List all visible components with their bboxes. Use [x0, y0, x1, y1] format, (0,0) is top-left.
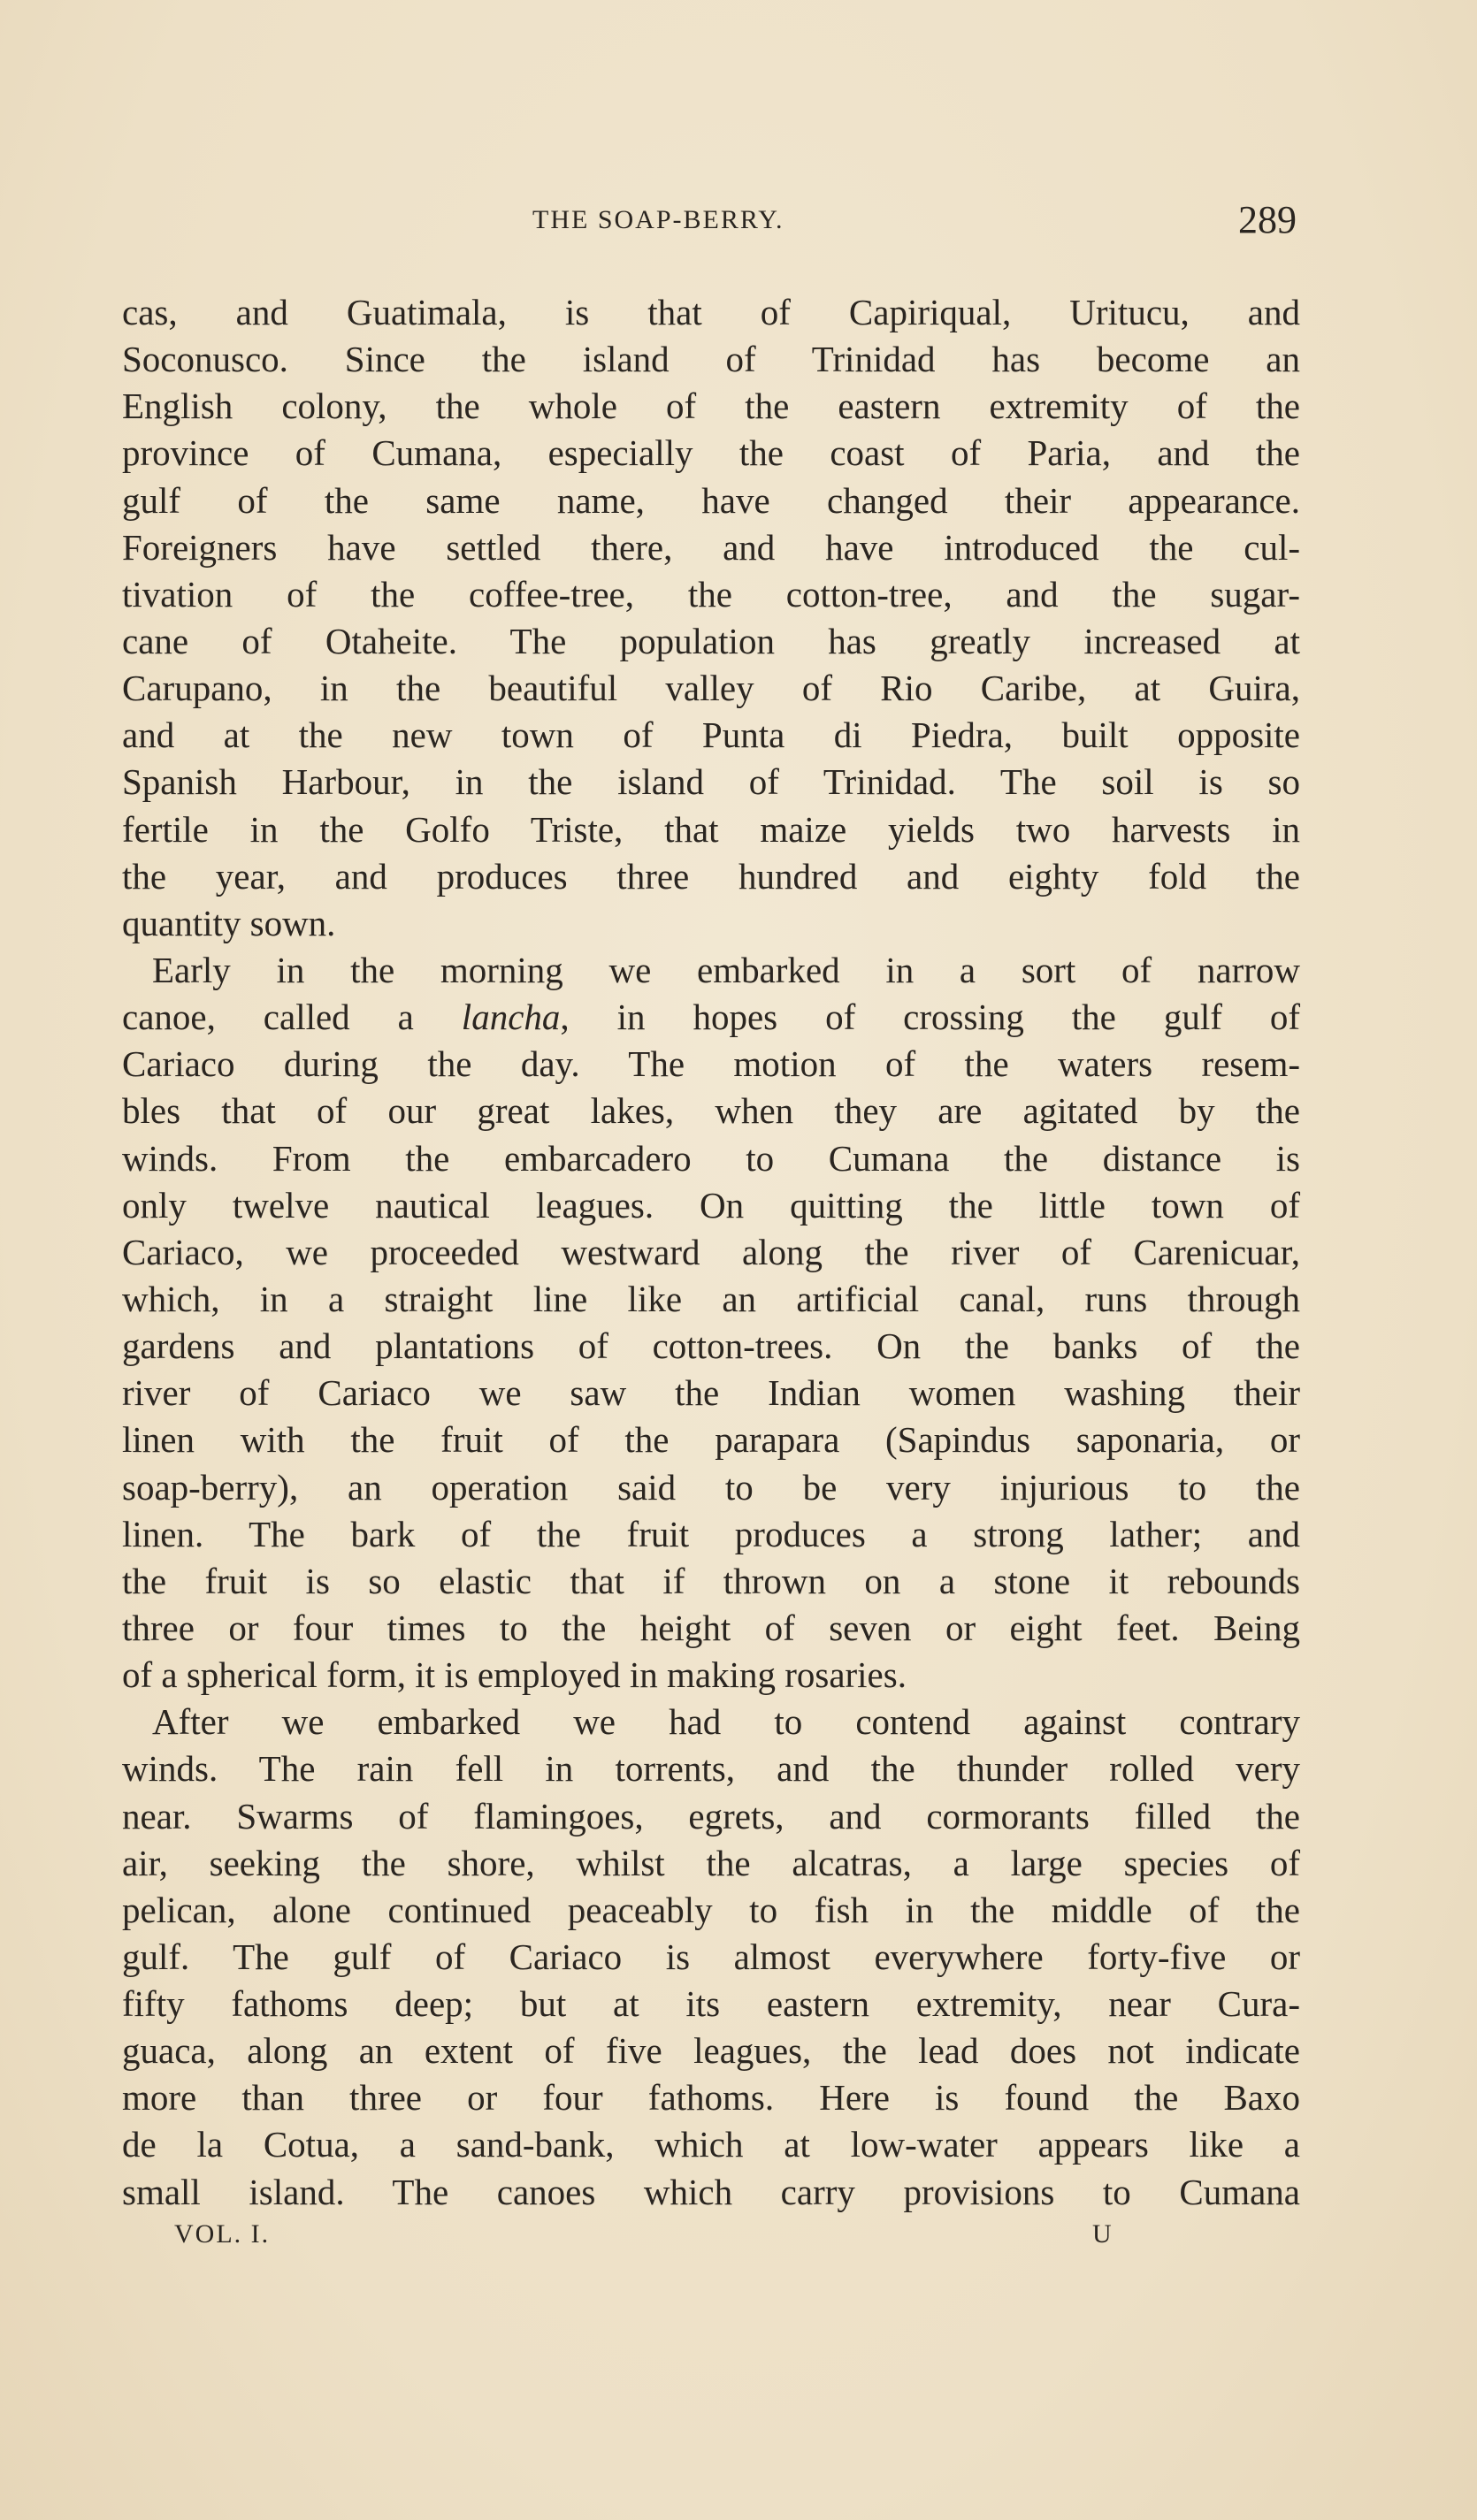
- text-line: fertile in the Golfo Triste, that maize yields two harvests in: [122, 808, 1300, 850]
- text-line: of a spherical form, it is employed in making rosaries.: [122, 1654, 907, 1696]
- text-line: more than three or four fathoms. Here is found the Baxo: [122, 2077, 1300, 2119]
- text-line: only twelve nautical leagues. On quitting the little town of: [122, 1184, 1300, 1226]
- text-line: Foreigners have settled there, and have introduced the cul-: [122, 526, 1300, 568]
- text-line: which, in a straight line like an artificial canal, runs through: [122, 1278, 1300, 1319]
- text-line: gulf of the same name, have changed their appearance.: [122, 479, 1300, 521]
- text-line: gulf. The gulf of Cariaco is almost everywhere forty-five or: [122, 1936, 1300, 1977]
- paragraph: [122, 1699, 1300, 2216]
- text-line: linen. The bark of the fruit produces a strong lather; and: [122, 1513, 1300, 1554]
- text-line: cas, and Guatimala, is that of Capiriqual, Uritucu, and: [122, 292, 1300, 332]
- body-text: [122, 289, 1300, 2216]
- text-line: three or four times to the height of seven or eight feet. Being: [122, 1607, 1300, 1648]
- signature-mark: U: [1092, 2219, 1113, 2249]
- text-line: cane of Otaheite. The population has greatly increased at: [122, 620, 1300, 661]
- text-line: winds. The rain fell in torrents, and the thunder rolled very: [122, 1748, 1300, 1790]
- text-line: soap-berry), an operation said to be very injurious to the: [122, 1466, 1300, 1508]
- text-line: Cariaco, we proceeded westward along the river of Carenicuar,: [122, 1231, 1300, 1272]
- text-line: air, seeking the shore, whilst the alcatras, a large species of: [122, 1842, 1300, 1883]
- text-line: near. Swarms of flamingoes, egrets, and cormorants filled the: [122, 1795, 1300, 1837]
- volume-label: VOL. I.: [174, 2219, 271, 2249]
- text-line: quantity sown.: [122, 902, 336, 943]
- page-number: 289: [1238, 198, 1297, 241]
- text-line: canoe, called a lancha, in hopes of crossing the gulf of: [122, 997, 1300, 1038]
- page-footer: [122, 2219, 1300, 2260]
- text-line: fifty fathoms deep; but at its eastern extremity, near Cura-: [122, 1983, 1300, 2025]
- text-line: bles that of our great lakes, when they are agitated by the: [122, 1090, 1300, 1132]
- text-line: Spanish Harbour, in the island of Trinidad. The soil is so: [122, 761, 1300, 803]
- text-line: province of Cumana, especially the coast of Paria, and the: [122, 432, 1300, 474]
- text-line: linen with the fruit of the parapara (Sapindus saponaria, or: [122, 1419, 1300, 1461]
- text-line: pelican, alone continued peaceably to fish in the middle of the: [122, 1889, 1300, 1930]
- text-line: Cariaco during the day. The motion of the waters resem-: [122, 1043, 1300, 1085]
- text-line: the year, and produces three hundred and eighty fold the: [122, 855, 1300, 897]
- text-line: English colony, the whole of the eastern extremity of the: [122, 386, 1300, 427]
- text-line: the fruit is so elastic that if thrown on a stone it rebounds: [122, 1560, 1300, 1601]
- text-line: tivation of the coffee-tree, the cotton-tree, and the sugar-: [122, 573, 1300, 615]
- text-line: winds. From the embarcadero to Cumana the distance is: [122, 1137, 1300, 1179]
- italic-term: lancha: [461, 997, 561, 1038]
- text-line: After we embarked we had to contend against contrary: [152, 1701, 1300, 1743]
- text-line: small island. The canoes which carry provisions to Cumana: [122, 2171, 1300, 2212]
- text-line: river of Cariaco we saw the Indian women washing their: [122, 1372, 1300, 1414]
- text-line: de la Cotua, a sand-bank, which at low-water appears like a: [122, 2124, 1300, 2165]
- text-line: and at the new town of Punta di Piedra, built opposite: [122, 714, 1300, 756]
- running-title: THE SOAP-BERRY.: [532, 205, 784, 234]
- paragraph: [122, 947, 1300, 1699]
- text-line: guaca, along an extent of five leagues, the lead does not indicate: [122, 2030, 1300, 2072]
- running-head: [122, 198, 1300, 242]
- text-line: gardens and plantations of cotton-trees. On the banks of the: [122, 1325, 1300, 1367]
- text-line: Early in the morning we embarked in a sort of narrow: [152, 949, 1300, 990]
- text-line: Soconusco. Since the island of Trinidad has become an: [122, 339, 1300, 380]
- paragraph: [122, 289, 1300, 947]
- text-line: Carupano, in the beautiful valley of Rio Caribe, at Guira,: [122, 668, 1300, 709]
